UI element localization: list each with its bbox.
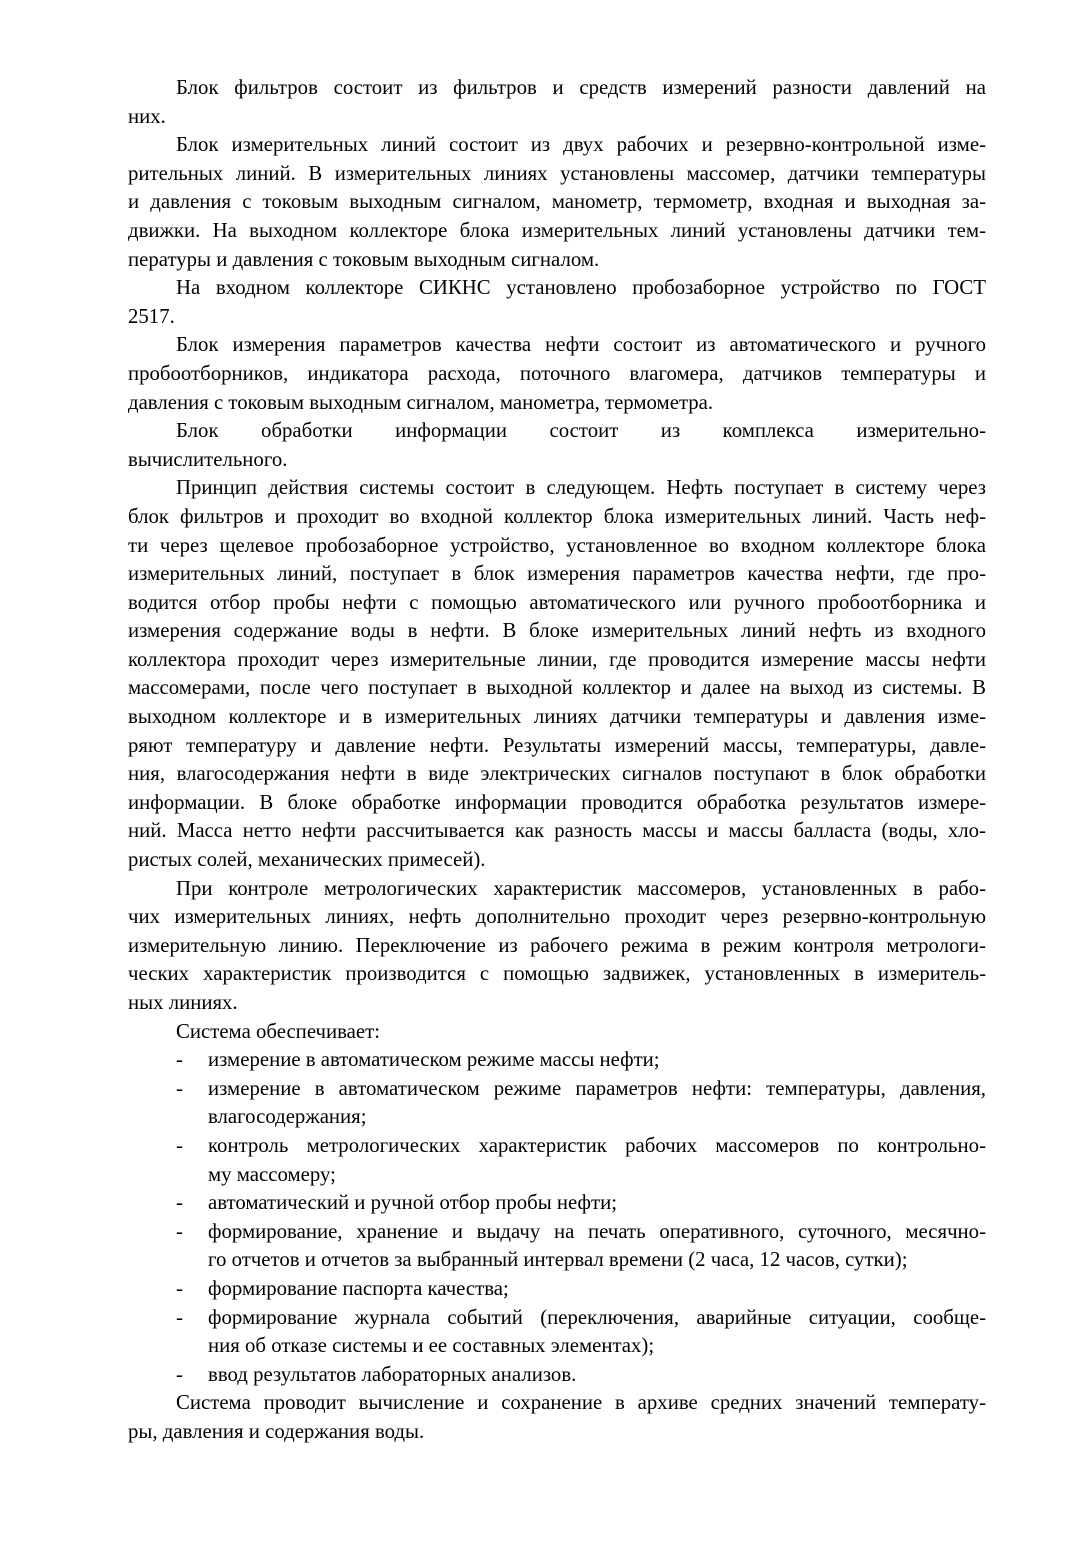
list-item (128, 1046, 986, 1075)
text-line: Блок фильтров состоит из фильтров и средств измерений разности давлений на (176, 76, 986, 99)
text-line: измерительную линию. Переключение из рабочего режима в режим контроля метрологи- (128, 933, 986, 957)
paragraph-block (128, 875, 986, 1018)
bullet-dash-icon: - (176, 1219, 183, 1243)
list-item (128, 1218, 986, 1275)
text-line: 2517. (128, 304, 175, 328)
list-intro-line: Система обеспечивает: (176, 1019, 380, 1043)
text-line: Блок обработки информации состоит из комплекса измерительно- (176, 419, 986, 443)
bullet-dash-icon: - (176, 1305, 183, 1329)
text-line: Блок измерения параметров качества нефти состоит из автоматического и ручного (176, 333, 986, 357)
text-line: При контроле метрологических характеристик массомеров, установленных в рабо- (176, 876, 986, 900)
text-line: формирование, хранение и выдачу на печать оперативного, суточного, месячно- (208, 1219, 986, 1243)
paragraph-block (128, 274, 986, 331)
text-line: водится отбор пробы нефти с помощью автоматического или ручного пробоотборника и (128, 590, 986, 614)
text-line: давления с токовым выходным сигналом, манометра, термометра. (128, 390, 714, 414)
text-line: блок фильтров и проходит во входной коллектор блока измерительных линий. Часть неф- (128, 504, 986, 528)
text-line: Система проводит вычисление и сохранение в архиве средних значений температу- (176, 1391, 986, 1415)
text-line: информации. В блоке обработке информации проводится обработка результатов измере- (128, 790, 986, 814)
text-line: массомерами, после чего поступает в выходной коллектор и далее на выход из системы. В (128, 676, 986, 700)
bullet-dash-icon: - (176, 1076, 183, 1100)
bullet-dash-icon: - (176, 1048, 183, 1072)
list-item (128, 1361, 986, 1390)
text-line: Принцип действия системы состоит в следующем. Нефть поступает в систему через (176, 476, 986, 500)
bullet-dash-icon: - (176, 1133, 183, 1157)
list-item (128, 1304, 986, 1361)
text-line: вычислительного. (128, 447, 288, 471)
bullet-dash-icon: - (176, 1362, 183, 1386)
text-line: ряют температуру и давление нефти. Результаты измерений массы, температуры, давле- (128, 733, 986, 757)
paragraph-block (128, 474, 986, 874)
text-line: ний. Масса нетто нефти рассчитывается как разность массы и массы балласта (воды, хло- (128, 819, 986, 843)
text-line: ры, давления и содержания воды. (128, 1419, 425, 1443)
text-line: измерение в автоматическом режиме массы нефти; (208, 1048, 660, 1072)
text-line: выходном коллекторе и в измерительных линиях датчики температуры и давления изме- (128, 705, 986, 729)
paragraph-block (128, 74, 986, 131)
text-line: автоматический и ручной отбор пробы нефти; (208, 1191, 618, 1215)
text-line: них. (128, 104, 166, 128)
list-item (128, 1189, 986, 1218)
text-line: измерения содержание воды в нефти. В блоке измерительных линий нефть из входного (128, 619, 986, 643)
list-item (128, 1132, 986, 1189)
text-line: ввод результатов лабораторных анализов. (208, 1362, 577, 1386)
text-line: и давления с токовым выходным сигналом, манометр, термометр, входная и выходная за- (128, 190, 986, 214)
text-line: измерение в автоматическом режиме параметров нефти: температуры, давления, (208, 1076, 986, 1100)
text-line: ческих характеристик производится с помощью задвижек, установленных в измеритель- (128, 962, 986, 986)
feature-list (128, 1046, 986, 1389)
text-line: формирование паспорта качества; (208, 1276, 509, 1300)
text-line: влагосодержания; (208, 1105, 367, 1129)
text-line: формирование журнала событий (переключения, аварийные ситуации, сообще- (208, 1305, 986, 1329)
bullet-dash-icon: - (176, 1191, 183, 1215)
list-item (128, 1075, 986, 1132)
bullet-dash-icon: - (176, 1276, 183, 1300)
text-line: го отчетов и отчетов за выбранный интервал времени (2 часа, 12 часов, сутки); (208, 1248, 908, 1272)
document-text-body (128, 74, 986, 1447)
text-line: пературы и давления с токовым выходным сигналом. (128, 247, 600, 271)
text-line: движки. На выходном коллекторе блока измерительных линий установлены датчики тем- (128, 218, 986, 242)
text-line: ристых солей, механических примесей). (128, 848, 486, 872)
text-line: ния об отказе системы и ее составных элементах); (208, 1334, 655, 1358)
paragraph-block (128, 1389, 986, 1446)
list-item (128, 1275, 986, 1304)
text-line: На входном коллекторе СИКНС установлено пробозаборное устройство по ГОСТ (176, 276, 986, 300)
text-line: Блок измерительных линий состоит из двух рабочих и резервно-контрольной изме- (176, 133, 986, 157)
paragraph-block (128, 331, 986, 417)
text-line: контроль метрологических характеристик рабочих массомеров по контрольно- (208, 1133, 986, 1157)
text-line: рительных линий. В измерительных линиях установлены массомер, датчики температуры (128, 161, 986, 185)
text-line: му массомеру; (208, 1162, 336, 1186)
paragraph-block (128, 131, 986, 274)
text-line: измерительных линий, поступает в блок измерения параметров качества нефти, где про- (128, 562, 986, 586)
text-line: пробоотборников, индикатора расхода, поточного влагомера, датчиков температуры и (128, 361, 986, 385)
text-line: ти через щелевое пробозаборное устройство, установленное во входном коллекторе блока (128, 533, 986, 557)
text-line: чих измерительных линиях, нефть дополнительно проходит через резервно-контрольную (128, 905, 986, 929)
text-line: коллектора проходит через измерительные линии, где проводится измерение массы нефти (128, 647, 986, 671)
text-line: ния, влагосодержания нефти в виде электрических сигналов поступают в блок обработки (128, 762, 986, 786)
paragraph-block (128, 417, 986, 474)
text-line: ных линиях. (128, 991, 238, 1014)
